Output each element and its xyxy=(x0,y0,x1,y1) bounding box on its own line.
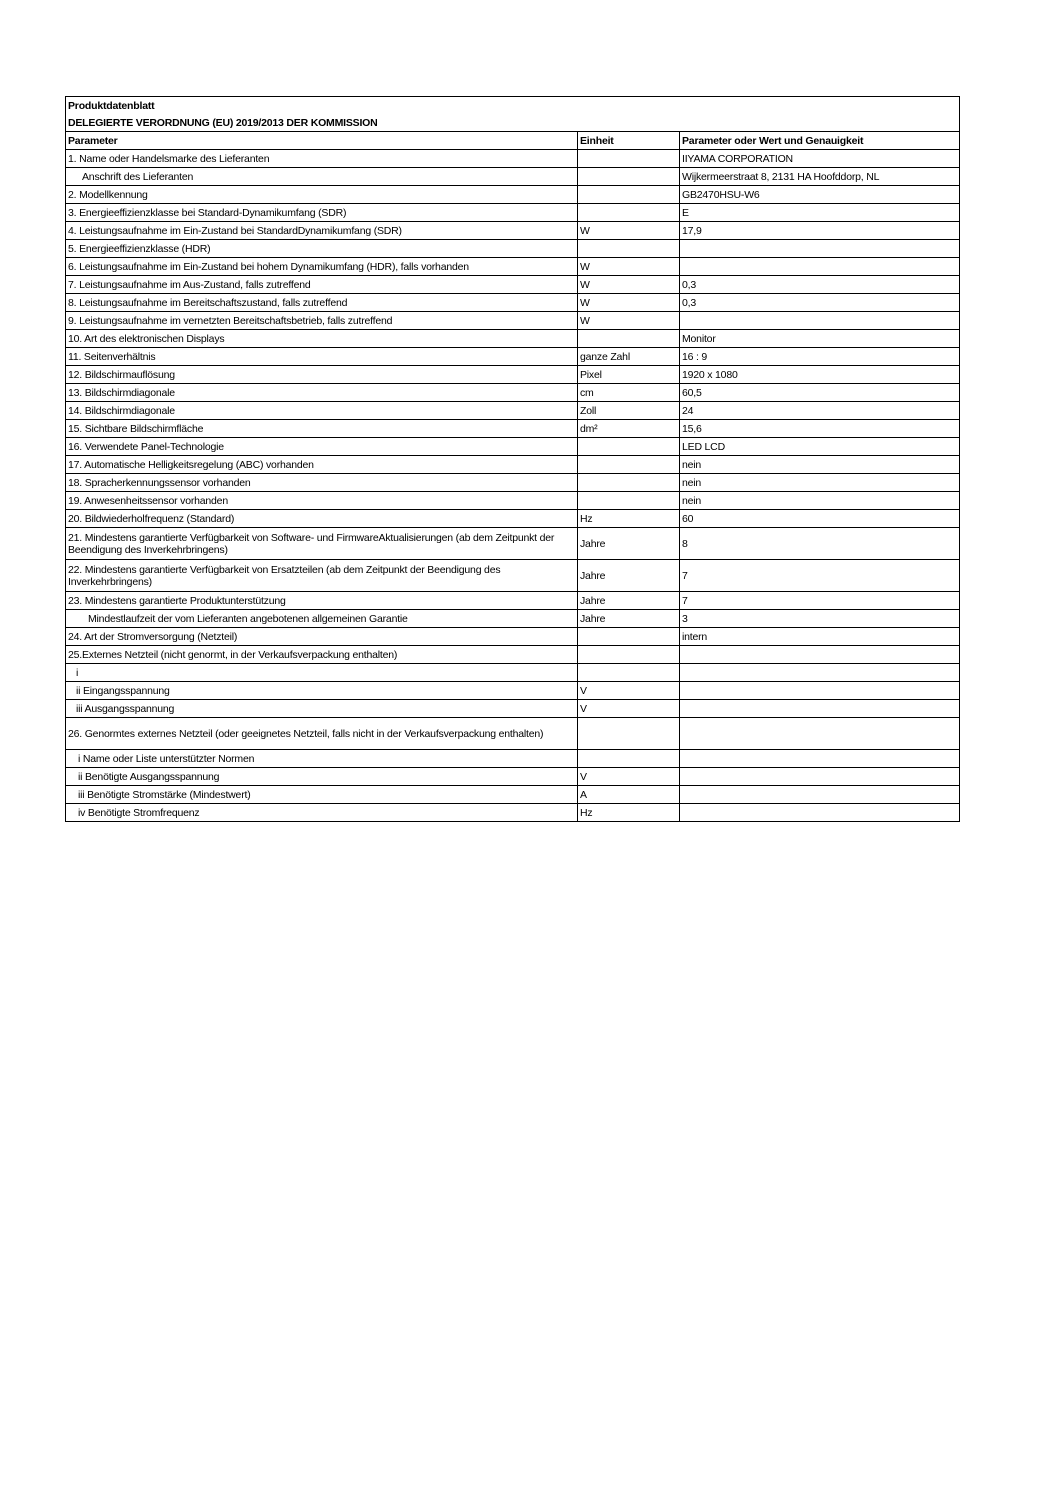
value-cell: IIYAMA CORPORATION xyxy=(680,150,960,168)
value-cell: 15,6 xyxy=(680,420,960,438)
value-cell xyxy=(680,750,960,768)
unit-cell xyxy=(578,438,680,456)
value-cell: intern xyxy=(680,628,960,646)
table-row xyxy=(66,592,960,610)
param-cell: 3. Energieeffizienzklasse bei Standard-Dynamikumfang (SDR) xyxy=(66,204,578,222)
value-cell: 7 xyxy=(680,592,960,610)
param-cell: 6. Leistungsaufnahme im Ein-Zustand bei hohem Dynamikumfang (HDR), falls vorhanden xyxy=(66,258,578,276)
param-cell: 17. Automatische Helligkeitsregelung (ABC) vorhanden xyxy=(66,456,578,474)
unit-cell xyxy=(578,168,680,186)
value-cell xyxy=(680,700,960,718)
param-cell: 7. Leistungsaufnahme im Aus-Zustand, falls zutreffend xyxy=(66,276,578,294)
param-cell: 14. Bildschirmdiagonale xyxy=(66,402,578,420)
header-value: Parameter oder Wert und Genauigkeit xyxy=(680,132,960,150)
param-cell: 4. Leistungsaufnahme im Ein-Zustand bei StandardDynamikumfang (SDR) xyxy=(66,222,578,240)
value-cell xyxy=(680,664,960,682)
table-row xyxy=(66,420,960,438)
value-cell: nein xyxy=(680,492,960,510)
table-row xyxy=(66,510,960,528)
table-row xyxy=(66,700,960,718)
unit-cell xyxy=(578,186,680,204)
table-row xyxy=(66,474,960,492)
value-cell xyxy=(680,682,960,700)
header-unit: Einheit xyxy=(578,132,680,150)
param-cell: iv Benötigte Stromfrequenz xyxy=(66,804,578,822)
unit-cell: ganze Zahl xyxy=(578,348,680,366)
unit-cell xyxy=(578,456,680,474)
param-cell: 8. Leistungsaufnahme im Bereitschaftszustand, falls zutreffend xyxy=(66,294,578,312)
table-row xyxy=(66,768,960,786)
param-cell: iii Ausgangsspannung xyxy=(66,700,578,718)
header-row xyxy=(66,132,960,150)
table-row xyxy=(66,366,960,384)
unit-cell xyxy=(578,240,680,258)
unit-cell: Hz xyxy=(578,510,680,528)
unit-cell xyxy=(578,474,680,492)
table-row xyxy=(66,646,960,664)
param-cell: i Name oder Liste unterstützter Normen xyxy=(66,750,578,768)
unit-cell xyxy=(578,750,680,768)
table-row xyxy=(66,628,960,646)
value-cell xyxy=(680,646,960,664)
value-cell: nein xyxy=(680,474,960,492)
table-row xyxy=(66,438,960,456)
param-cell: 11. Seitenverhältnis xyxy=(66,348,578,366)
param-cell: 22. Mindestens garantierte Verfügbarkeit von Ersatzteilen (ab dem Zeitpunkt der Beendigung des Inverkehrbringens) xyxy=(66,560,578,592)
value-cell: nein xyxy=(680,456,960,474)
param-cell: 5. Energieeffizienzklasse (HDR) xyxy=(66,240,578,258)
param-cell: 26. Genormtes externes Netzteil (oder geeignetes Netzteil, falls nicht in der Verkaufsverpackung enthalten) xyxy=(66,718,578,750)
table-row xyxy=(66,786,960,804)
unit-cell: V xyxy=(578,700,680,718)
product-data-table xyxy=(65,96,960,822)
unit-cell: Zoll xyxy=(578,402,680,420)
value-cell: 17,9 xyxy=(680,222,960,240)
table-row xyxy=(66,610,960,628)
param-cell: 25.Externes Netzteil (nicht genormt, in der Verkaufsverpackung enthalten) xyxy=(66,646,578,664)
param-cell: 16. Verwendete Panel-Technologie xyxy=(66,438,578,456)
unit-cell: Pixel xyxy=(578,366,680,384)
value-cell xyxy=(680,786,960,804)
table-row xyxy=(66,312,960,330)
table-row xyxy=(66,528,960,560)
table-row xyxy=(66,750,960,768)
table-row xyxy=(66,348,960,366)
param-cell: 20. Bildwiederholfrequenz (Standard) xyxy=(66,510,578,528)
unit-cell: Jahre xyxy=(578,610,680,628)
unit-cell: Hz xyxy=(578,804,680,822)
table-row xyxy=(66,492,960,510)
value-cell: Monitor xyxy=(680,330,960,348)
table-row xyxy=(66,222,960,240)
value-cell: 3 xyxy=(680,610,960,628)
param-cell: 2. Modellkennung xyxy=(66,186,578,204)
unit-cell: Jahre xyxy=(578,592,680,610)
subtitle-row xyxy=(66,114,960,132)
param-cell: 15. Sichtbare Bildschirmfläche xyxy=(66,420,578,438)
product-data-sheet xyxy=(65,96,959,822)
table-row xyxy=(66,682,960,700)
value-cell: Wijkermeerstraat 8, 2131 HA Hoofddorp, NL xyxy=(680,168,960,186)
value-cell xyxy=(680,718,960,750)
param-cell: Anschrift des Lieferanten xyxy=(66,168,578,186)
unit-cell: W xyxy=(578,276,680,294)
value-cell: LED LCD xyxy=(680,438,960,456)
table-row xyxy=(66,330,960,348)
table-row xyxy=(66,456,960,474)
table-row xyxy=(66,718,960,750)
param-cell: 12. Bildschirmauflösung xyxy=(66,366,578,384)
value-cell xyxy=(680,768,960,786)
table-row xyxy=(66,204,960,222)
unit-cell xyxy=(578,664,680,682)
table-row xyxy=(66,384,960,402)
unit-cell: Jahre xyxy=(578,560,680,592)
value-cell: 1920 x 1080 xyxy=(680,366,960,384)
value-cell xyxy=(680,258,960,276)
table-row xyxy=(66,168,960,186)
param-cell: 13. Bildschirmdiagonale xyxy=(66,384,578,402)
unit-cell xyxy=(578,330,680,348)
unit-cell xyxy=(578,718,680,750)
table-row xyxy=(66,276,960,294)
param-cell: 18. Spracherkennungssensor vorhanden xyxy=(66,474,578,492)
param-cell: 19. Anwesenheitssensor vorhanden xyxy=(66,492,578,510)
unit-cell xyxy=(578,150,680,168)
value-cell: 8 xyxy=(680,528,960,560)
unit-cell: V xyxy=(578,768,680,786)
title-row xyxy=(66,97,960,115)
sheet-subtitle: DELEGIERTE VERORDNUNG (EU) 2019/2013 DER KOMMISSION xyxy=(66,114,960,132)
table-row xyxy=(66,402,960,420)
value-cell: 0,3 xyxy=(680,294,960,312)
unit-cell: Jahre xyxy=(578,528,680,560)
param-cell: ii Eingangsspannung xyxy=(66,682,578,700)
value-cell: 24 xyxy=(680,402,960,420)
param-cell: 21. Mindestens garantierte Verfügbarkeit von Software- und FirmwareAktualisierungen (ab dem Zeitpunkt der Beendigung des Inverkehrbringens) xyxy=(66,528,578,560)
param-cell: 23. Mindestens garantierte Produktunterstützung xyxy=(66,592,578,610)
value-cell xyxy=(680,240,960,258)
table-row xyxy=(66,240,960,258)
unit-cell: cm xyxy=(578,384,680,402)
param-cell: 10. Art des elektronischen Displays xyxy=(66,330,578,348)
unit-cell: W xyxy=(578,258,680,276)
value-cell: 7 xyxy=(680,560,960,592)
value-cell: 60,5 xyxy=(680,384,960,402)
header-parameter: Parameter xyxy=(66,132,578,150)
value-cell: 16 : 9 xyxy=(680,348,960,366)
param-cell: Mindestlaufzeit der vom Lieferanten angebotenen allgemeinen Garantie xyxy=(66,610,578,628)
table-row xyxy=(66,258,960,276)
param-cell: 24. Art der Stromversorgung (Netzteil) xyxy=(66,628,578,646)
unit-cell: W xyxy=(578,294,680,312)
unit-cell xyxy=(578,646,680,664)
unit-cell: V xyxy=(578,682,680,700)
param-cell: i xyxy=(66,664,578,682)
table-row xyxy=(66,804,960,822)
table-row xyxy=(66,294,960,312)
param-cell: ii Benötigte Ausgangsspannung xyxy=(66,768,578,786)
value-cell xyxy=(680,312,960,330)
value-cell: 0,3 xyxy=(680,276,960,294)
unit-cell: W xyxy=(578,222,680,240)
sheet-title: Produktdatenblatt xyxy=(66,97,960,115)
unit-cell xyxy=(578,204,680,222)
value-cell: GB2470HSU-W6 xyxy=(680,186,960,204)
unit-cell: dm² xyxy=(578,420,680,438)
table-row xyxy=(66,186,960,204)
value-cell xyxy=(680,804,960,822)
value-cell: E xyxy=(680,204,960,222)
unit-cell: A xyxy=(578,786,680,804)
table-row xyxy=(66,664,960,682)
table-row xyxy=(66,560,960,592)
param-cell: 1. Name oder Handelsmarke des Lieferanten xyxy=(66,150,578,168)
table-row xyxy=(66,150,960,168)
unit-cell xyxy=(578,492,680,510)
param-cell: iii Benötigte Stromstärke (Mindestwert) xyxy=(66,786,578,804)
value-cell: 60 xyxy=(680,510,960,528)
unit-cell xyxy=(578,628,680,646)
unit-cell: W xyxy=(578,312,680,330)
param-cell: 9. Leistungsaufnahme im vernetzten Bereitschaftsbetrieb, falls zutreffend xyxy=(66,312,578,330)
